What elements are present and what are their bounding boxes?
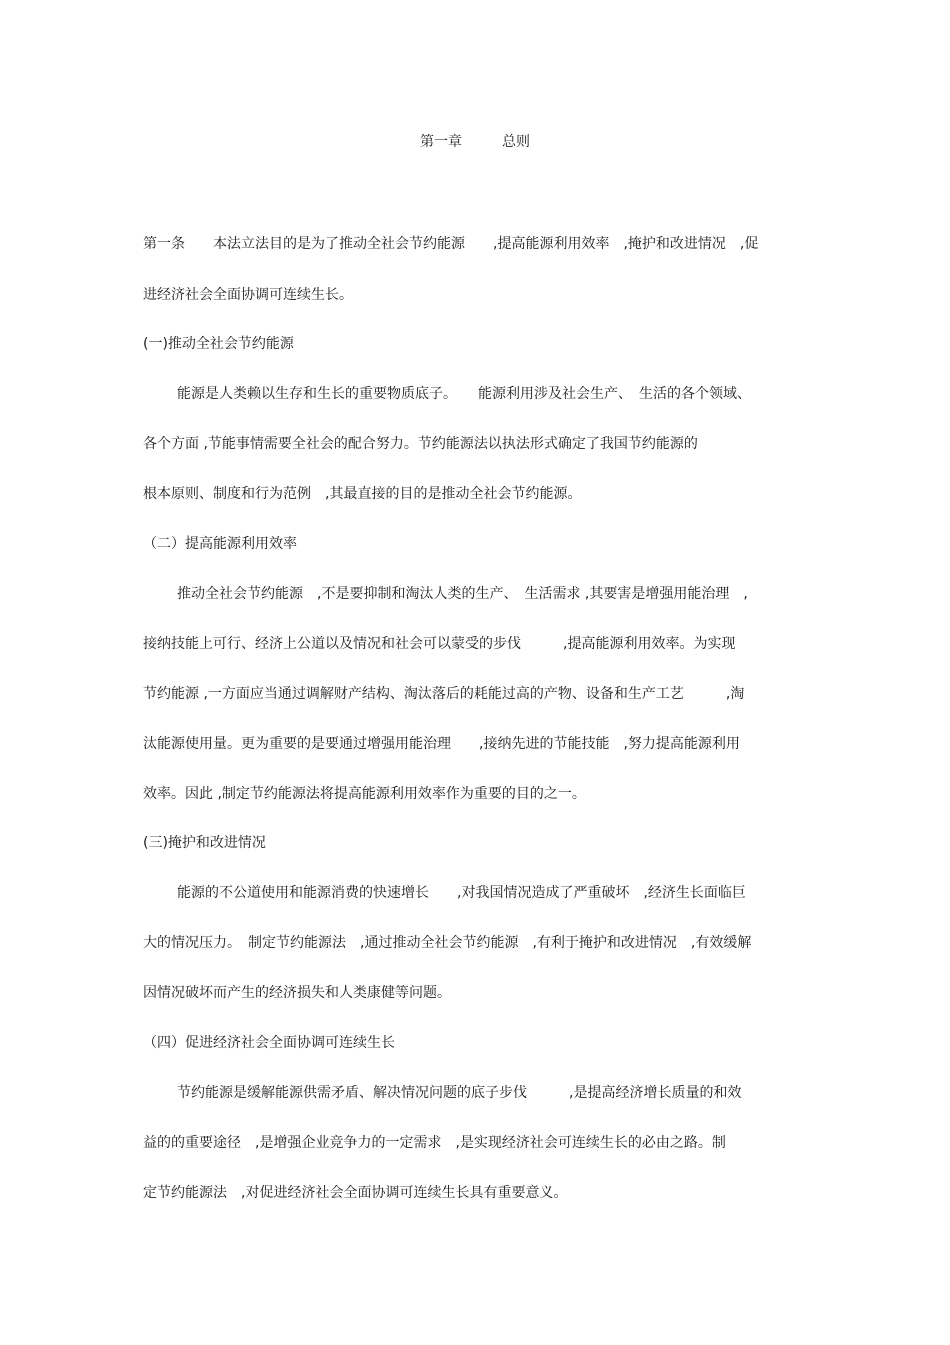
paragraph-4-line-2: 益的的重要途径 ,是增强企业竞争力的一定需求 ,是实现经济社会可连续生长的必由之路。制: [143, 1135, 726, 1151]
paragraph-2-line-3: 节约能源 ,一方面应当通过调解财产结构、淘汰落后的耗能过高的产物、设备和生产工艺 ,淘: [143, 686, 745, 702]
paragraph-1-line-2: 各个方面 ,节能事情需要全社会的配合努力。节约能源法以执法形式确定了我国节约能源的: [143, 436, 698, 452]
paragraph-2-line-2: 接纳技能上可行、经济上公道以及情况和社会可以蒙受的步伐 ,提高能源利用效率。为实现: [143, 636, 736, 652]
paragraph-3-line-2: 大的情况压力。 制定节约能源法 ,通过推动全社会节约能源 ,有利于掩护和改进情况 ,有效缓解: [143, 935, 752, 951]
chapter-number: 第一章: [420, 134, 462, 150]
section-heading-4: （四）促进经济社会全面协调可连续生长: [143, 1035, 395, 1051]
paragraph-2-line-4: 汰能源使用量。更为重要的是要通过增强用能治理 ,接纳先进的节能技能 ,努力提高能源利用: [143, 736, 740, 752]
paragraph-2-line-5: 效率。因此 ,制定节约能源法将提高能源利用效率作为重要的目的之一。: [143, 786, 586, 802]
paragraph-4-line-3: 定节约能源法 ,对促进经济社会全面协调可连续生长具有重要意义。: [143, 1185, 568, 1201]
chapter-heading: [0, 132, 950, 152]
section-heading-3: (三)掩护和改进情况: [143, 835, 266, 851]
article-1-line-1: 第一条 本法立法目的是为了推动全社会节约能源 ,提高能源利用效率 ,掩护和改进情况 ,促: [143, 236, 759, 252]
paragraph-1-line-1: 能源是人类赖以生存和生长的重要物质底子。 能源利用涉及社会生产、 生活的各个领域、: [177, 386, 751, 402]
paragraph-4-line-1: 节约能源是缓解能源供需矛盾、解决情况问题的底子步伐 ,是提高经济增长质量的和效: [177, 1085, 742, 1101]
paragraph-1-line-3: 根本原则、制度和行为范例 ,其最直接的目的是推动全社会节约能源。: [143, 486, 582, 502]
section-heading-1: (一)推动全社会节约能源: [143, 336, 294, 352]
section-heading-2: （二）提高能源利用效率: [143, 536, 297, 552]
paragraph-3-line-1: 能源的不公道使用和能源消费的快速增长 ,对我国情况造成了严重破坏 ,经济生长面临巨: [177, 885, 746, 901]
chapter-name: 总则: [502, 134, 530, 150]
paragraph-3-line-3: 因情况破坏而产生的经济损失和人类康健等问题。: [143, 985, 451, 1001]
paragraph-2-line-1: 推动全社会节约能源 ,不是要抑制和淘汰人类的生产、 生活需求 ,其要害是增强用能治理 ,: [177, 586, 748, 602]
article-1-line-2: 进经济社会全面协调可连续生长。: [143, 287, 353, 303]
